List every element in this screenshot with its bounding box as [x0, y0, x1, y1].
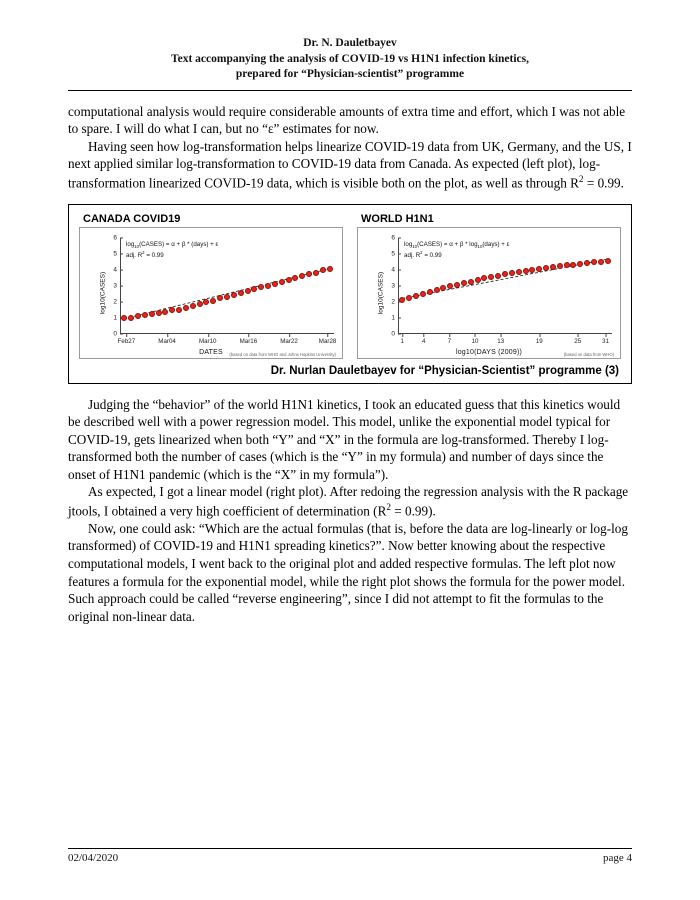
data-point [245, 288, 251, 294]
header-subtitle-2: prepared for “Physician-scientist” programme [235, 68, 465, 81]
paragraph-2-tail: = 0.99. [583, 175, 624, 191]
data-point [564, 262, 570, 268]
plot-box-left [79, 227, 343, 359]
paragraph-1: computational analysis would require considerable amounts of extra time and effort, which I was not able to spare. I will do what I can, but no “ε” estimates for now. [68, 103, 626, 137]
x-axis-tick: 25 [574, 334, 581, 345]
data-point [495, 273, 501, 279]
plot-canada-covid19 [79, 213, 343, 359]
data-point [577, 261, 583, 267]
page-content [68, 36, 632, 625]
plot-box-right [357, 227, 621, 359]
data-point [197, 301, 203, 307]
plot-left-xlabel: DATES [199, 348, 223, 356]
plot-right-area [391, 234, 612, 345]
document-header [68, 36, 632, 91]
y-axis-tick: 3 [391, 282, 398, 289]
y-axis-tick: 5 [391, 250, 398, 257]
plots-row [79, 213, 621, 359]
body-text-bottom [68, 396, 632, 626]
y-axis-tick: 4 [391, 266, 398, 273]
data-point [327, 266, 333, 272]
data-point [509, 270, 515, 276]
y-axis-tick: 6 [113, 234, 120, 241]
body-text-top [68, 103, 632, 192]
y-axis-tick: 2 [391, 298, 398, 305]
x-axis-tick: Mar16 [240, 334, 258, 345]
data-point [313, 270, 319, 276]
document-footer [68, 848, 632, 864]
x-axis-tick: 1 [401, 334, 404, 345]
x-axis-tick: Mar22 [280, 334, 298, 345]
data-point [557, 263, 563, 269]
data-point [427, 289, 433, 295]
data-point [231, 292, 237, 298]
plot-left-area [113, 234, 337, 345]
data-point [598, 259, 604, 265]
paragraph-2-text: Having seen how log-transformation helps linearize COVID-19 data from UK, Germany, and the US, I next applied similar log-transformation to COVID-19 data from Canada. As expected (left plot), log-transformation linearized COVID-19 data, which is visible both on the plot, as well as through R [68, 138, 632, 191]
header-subtitle-1: Text accompanying the analysis of COVID-19 vs H1N1 infection kinetics, [171, 52, 529, 65]
data-point [454, 282, 460, 288]
x-axis-tick: Mar04 [158, 334, 176, 345]
data-point [413, 293, 419, 299]
plot-title-left: CANADA COVID19 [83, 212, 181, 225]
data-point [128, 315, 134, 321]
footer-divider [68, 848, 632, 849]
plot-left-formula-line1: $\log_{10}(CASES) = \alpha + \beta$ * (days) + ε [126, 240, 219, 249]
x-axis-tick: Feb27 [118, 334, 136, 345]
data-point [420, 291, 426, 297]
figure-caption: Dr. Nurlan Dauletbayev for “Physician-Scientist” programme (3) [270, 364, 619, 377]
footer-page-number: page 4 [602, 852, 632, 864]
data-point [543, 265, 549, 271]
y-axis-tick: 4 [113, 266, 120, 273]
data-point [156, 310, 162, 316]
figure-panel [68, 204, 632, 384]
data-point [468, 279, 474, 285]
data-point [605, 258, 611, 264]
plot-left-fit-line [120, 238, 334, 334]
data-point [550, 264, 556, 270]
paragraph-3: Judging the “behavior” of the world H1N1 kinetics, I took an educated guess that this kinetics would be described well with a power regression model. This model, unlike the exponential model typical for COVID-19, gets linearized when both “Y” and “X” in the formula are log-transformed. Thereby I log-transformed both the number of cases (which is the “Y” in my formula) and number of days since the onset of H1N1 pandemic (which is the “X” in my formula”). [68, 396, 621, 482]
data-point [190, 303, 196, 309]
plot-right-ylabel: log10(CASES) [377, 271, 385, 314]
data-point [183, 305, 189, 311]
data-point [176, 307, 182, 313]
x-axis-tick: 31 [602, 334, 609, 345]
plot-right-source-note: (based on data from WHO) [563, 351, 614, 357]
header-divider [68, 90, 632, 91]
y-axis-tick: 1 [391, 314, 398, 321]
plot-world-h1n1 [357, 213, 621, 359]
plot-right-xlabel: log10(DAYS (2009)) [455, 348, 523, 356]
plot-right-formula-line1: $\log_{10}(CASES) = \alpha + \beta$ * $\log_{10}(days) + \varepsilon$ [404, 240, 510, 249]
x-axis-tick: 19 [536, 334, 543, 345]
y-axis-tick: 1 [113, 314, 120, 321]
x-axis-tick: 13 [497, 334, 504, 345]
x-axis-tick: Mar28 [319, 334, 337, 345]
paragraph-2 [68, 138, 632, 192]
data-point [434, 287, 440, 293]
y-axis-tick: 0 [391, 330, 398, 337]
paragraph-4-text: As expected, I got a linear model (right plot). After redoing the regression analysis with the R package jtools, I obtained a very high coefficient of determination (R [68, 484, 629, 519]
data-point [272, 281, 278, 287]
paragraph-2-superscript: 2 [578, 173, 584, 184]
data-point [523, 268, 529, 274]
data-point [162, 309, 168, 315]
y-axis-tick: 3 [113, 282, 120, 289]
y-axis-tick: 5 [113, 250, 120, 257]
plot-title-right: WORLD H1N1 [361, 212, 434, 225]
data-point [475, 277, 481, 283]
paragraph-4-tail: = 0.99). [391, 503, 436, 519]
y-axis-tick: 6 [391, 234, 398, 241]
plot-right-formula-line2: adj. $R^2 = 0.99$ [404, 250, 442, 260]
x-axis-tick: 4 [422, 334, 425, 345]
data-point [238, 290, 244, 296]
plot-left-ylabel: log10(CASES) [99, 271, 107, 314]
data-point [286, 277, 292, 283]
paragraph-4 [68, 483, 632, 519]
footer-date: 02/04/2020 [68, 852, 119, 864]
paragraph-5: Now, one could ask: “Which are the actual formulas (that is, before the data are log-linearly or log-log transformed) of COVID-19 and H1N1 spreading kinetics?”. Now better knowing about the respective computational models, I went back to the original plot and added respective formulas. The left plot now features a formula for the exponential model, while the right plot shows the formula for the power model. Such approach could be called “reverse engineering”, since I did not attempt to fit the formulas to the original non-linear data. [68, 520, 628, 624]
data-point [224, 294, 230, 300]
y-axis-tick: 2 [113, 298, 120, 305]
plot-left-source-note: (based on data from WHO and Johns Hopkins University) [229, 351, 336, 357]
y-axis-tick: 0 [113, 330, 120, 337]
data-point [516, 269, 522, 275]
data-point [265, 283, 271, 289]
x-axis-tick: 7 [448, 334, 451, 345]
header-author: Dr. N. Dauletbayev [303, 37, 397, 49]
footer-row [68, 852, 632, 864]
x-axis-tick: Mar10 [199, 334, 217, 345]
plot-right-fit-line [398, 238, 612, 334]
x-axis-tick: 10 [472, 334, 479, 345]
plot-left-formula-line2: adj. $R^2 = 0.99$ [126, 250, 164, 260]
paragraph-4-superscript: 2 [386, 501, 391, 512]
